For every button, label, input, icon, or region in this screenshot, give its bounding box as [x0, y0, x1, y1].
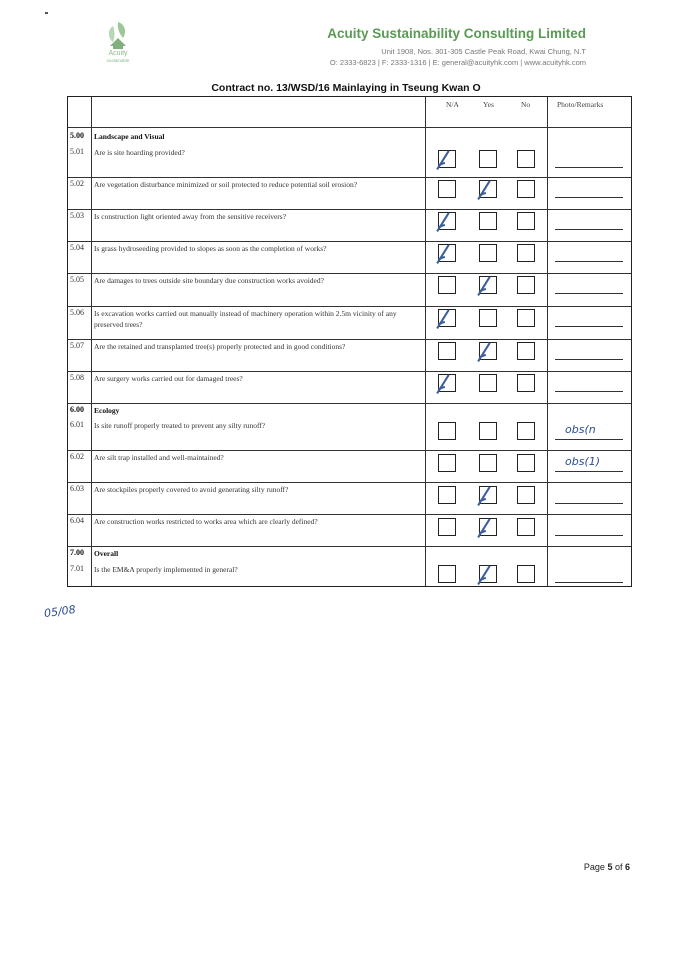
header-yes: Yes [483, 100, 494, 109]
leaf-house-icon [103, 20, 133, 50]
item-code: 5.05 [70, 275, 84, 284]
item-code: 7.00 [70, 548, 84, 557]
checkbox-no[interactable] [517, 244, 535, 262]
item-code: 5.01 [70, 147, 84, 156]
row-divider [68, 127, 631, 128]
checkbox-no[interactable] [517, 422, 535, 440]
remarks-line [555, 326, 623, 327]
checkbox-na[interactable] [438, 422, 456, 440]
logo-name: Acuity [108, 50, 128, 57]
remarks-line [555, 197, 623, 198]
checkbox-no[interactable] [517, 518, 535, 536]
checkbox-na[interactable] [438, 374, 456, 392]
item-question: Are damages to trees outside site boundary due construction works avoided? [94, 276, 324, 285]
item-code: 6.02 [70, 452, 84, 461]
checkbox-na[interactable] [438, 276, 456, 294]
item-code: 5.04 [70, 243, 84, 252]
checkbox-yes[interactable] [479, 276, 497, 294]
item-question: Are vegetation disturbance minimized or soil protected to reduce potential soil erosion? [94, 180, 358, 189]
item-question: Are surgery works carried out for damaged trees? [94, 374, 243, 383]
checkbox-no[interactable] [517, 342, 535, 360]
row-divider [68, 514, 631, 515]
item-code: 5.02 [70, 179, 84, 188]
remarks-line [555, 359, 623, 360]
item-code: 5.00 [70, 131, 84, 140]
remarks-line [555, 471, 623, 472]
checkbox-na[interactable] [438, 180, 456, 198]
checkbox-yes[interactable] [479, 422, 497, 440]
logo-tagline: sustainable [106, 58, 130, 63]
remarks-line [555, 582, 623, 583]
checkbox-na[interactable] [438, 150, 456, 168]
remarks-line [555, 391, 623, 392]
checkbox-yes[interactable] [479, 244, 497, 262]
item-question: Is grass hydroseeding provided to slopes as soon as the completion of works? [94, 244, 327, 253]
checkbox-yes[interactable] [479, 150, 497, 168]
company-logo [88, 20, 148, 78]
company-name: Acuity Sustainability Consulting Limited [327, 26, 586, 41]
header-na: N/A [446, 100, 459, 109]
row-divider [68, 177, 631, 178]
handwritten-date: 05/08 [43, 602, 77, 621]
checkbox-yes[interactable] [479, 565, 497, 583]
handwritten-remark: obs(1) [565, 455, 601, 468]
handwritten-remark: obs(n [565, 423, 596, 436]
item-code: 6.03 [70, 484, 84, 493]
checkbox-yes[interactable] [479, 180, 497, 198]
header-no: No [521, 100, 531, 109]
item-code: 5.08 [70, 373, 84, 382]
page-number [584, 862, 630, 872]
checkbox-yes[interactable] [479, 374, 497, 392]
item-question: Are construction works restricted to works area which are clearly defined? [94, 517, 318, 526]
checkbox-na[interactable] [438, 244, 456, 262]
row-divider [68, 339, 631, 340]
remarks-line [555, 167, 623, 168]
item-question: Is excavation works carried out manually instead of machinery operation within 2.5m vicinity of any preserved trees? [94, 309, 397, 329]
checkbox-na[interactable] [438, 565, 456, 583]
checkbox-na[interactable] [438, 454, 456, 472]
checkbox-na[interactable] [438, 486, 456, 504]
checkbox-no[interactable] [517, 565, 535, 583]
checkbox-no[interactable] [517, 180, 535, 198]
item-code: 7.01 [70, 564, 84, 573]
col-divider [547, 97, 548, 586]
item-question: Are is site hoarding provided? [94, 148, 185, 157]
row-divider [68, 273, 631, 274]
contract-title: Contract no. 13/WSD/16 Mainlaying in Tseung Kwan O [211, 82, 481, 94]
remarks-line [555, 535, 623, 536]
header-remarks: Photo/Remarks [557, 100, 604, 109]
item-code: 5.07 [70, 341, 84, 350]
checkbox-no[interactable] [517, 486, 535, 504]
item-code: 6.01 [70, 420, 84, 429]
remarks-line [555, 293, 623, 294]
checkbox-no[interactable] [517, 276, 535, 294]
row-divider [68, 546, 631, 547]
row-divider [68, 403, 631, 404]
page-current: 5 [607, 862, 613, 872]
checkbox-no[interactable] [517, 212, 535, 230]
checkbox-yes[interactable] [479, 342, 497, 360]
remarks-line [555, 261, 623, 262]
row-divider [68, 306, 631, 307]
checkbox-na[interactable] [438, 309, 456, 327]
item-code: 5.03 [70, 211, 84, 220]
checklist-table [67, 96, 632, 587]
item-question: Are silt trap installed and well-maintained? [94, 453, 224, 462]
remarks-line [555, 229, 623, 230]
item-code: 5.06 [70, 308, 84, 317]
checkbox-yes[interactable] [479, 486, 497, 504]
remarks-line [555, 439, 623, 440]
section-title: Ecology [94, 406, 120, 415]
page-total: 6 [624, 862, 630, 872]
col-divider [425, 97, 426, 586]
company-address: Unit 1908, Nos. 301-305 Castle Peak Road, Kwai Chung, N.T [381, 47, 586, 56]
checkbox-yes[interactable] [479, 454, 497, 472]
row-divider [68, 209, 631, 210]
row-divider [68, 482, 631, 483]
checkbox-na[interactable] [438, 342, 456, 360]
checkbox-no[interactable] [517, 454, 535, 472]
remarks-line [555, 503, 623, 504]
col-divider [91, 97, 92, 586]
page-middle: of [612, 862, 625, 872]
item-question: Is construction light oriented away from the sensitive receivers? [94, 212, 287, 221]
checkbox-no[interactable] [517, 309, 535, 327]
checkbox-yes[interactable] [479, 309, 497, 327]
company-header [327, 26, 586, 68]
checkbox-yes[interactable] [479, 518, 497, 536]
item-question: Are the retained and transplanted tree(s) properly protected and in good conditions? [94, 342, 346, 351]
section-title: Overall [94, 549, 119, 558]
checkbox-na[interactable] [438, 212, 456, 230]
checkbox-no[interactable] [517, 150, 535, 168]
checkbox-na[interactable] [438, 518, 456, 536]
checkbox-yes[interactable] [479, 212, 497, 230]
page-prefix: Page [583, 862, 608, 872]
company-contact: O: 2333-6823 | F: 2333-1316 | E: general@acuityhk.com | www.acuityhk.com [329, 58, 586, 67]
item-question: Are stockpiles properly covered to avoid generating silty runoff? [94, 485, 289, 494]
item-question: Is the EM&A properly implemented in general? [94, 565, 238, 574]
row-divider [68, 241, 631, 242]
item-question: Is site runoff properly treated to prevent any silty runoff? [94, 421, 266, 430]
row-divider [68, 371, 631, 372]
row-divider [68, 450, 631, 451]
section-title: Landscape and Visual [94, 132, 165, 141]
item-code: 6.04 [70, 516, 84, 525]
item-code: 6.00 [70, 405, 84, 414]
checkbox-no[interactable] [517, 374, 535, 392]
corner-mark [45, 12, 48, 14]
